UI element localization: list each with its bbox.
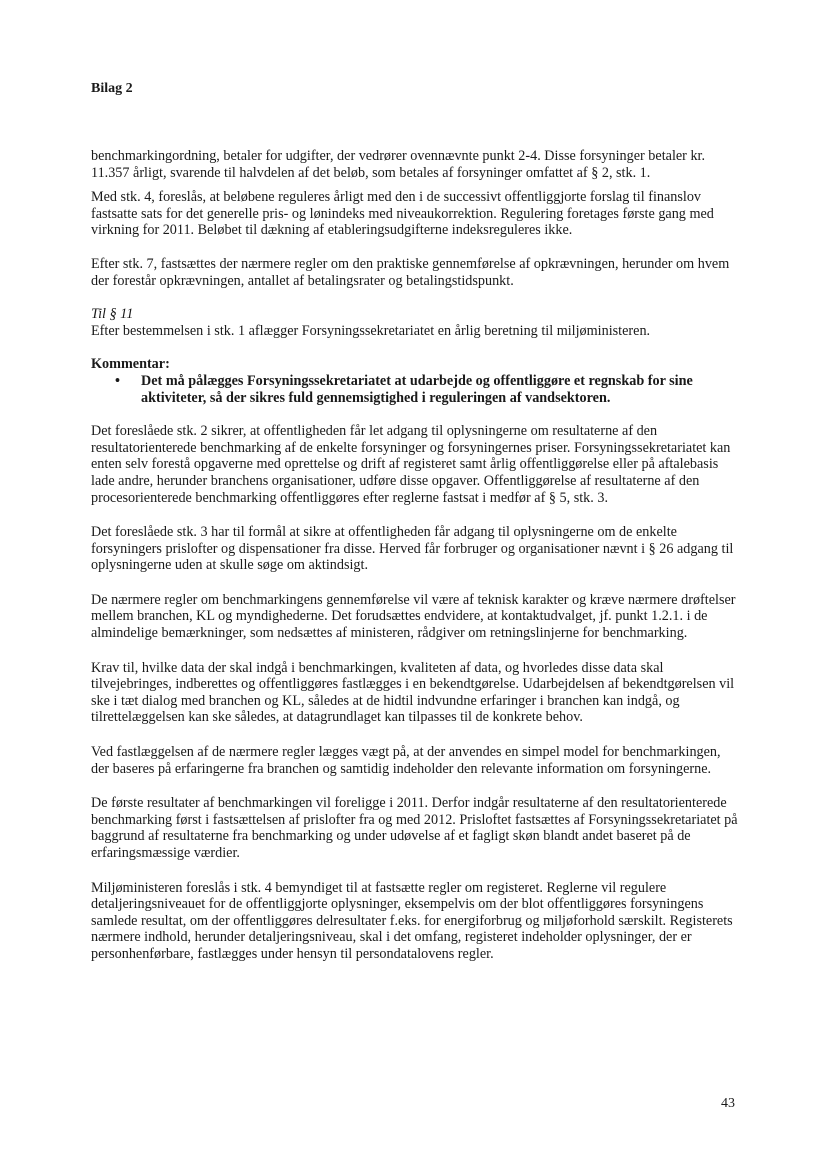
paragraph-3: Efter stk. 7, fastsættes der nærmere regler om den praktiske gennemførelse af opkrævningen, herunder om hvem der forestår opkrævningen, antallet af betalingsrater og betalingstidspunkt.	[91, 255, 730, 289]
paragraph-10: De første resultater af benchmarkingen vil foreligge i 2011. Derfor indgår resultaterne af den resultatorienterede benchmarking først i fastsættelsen af prislofter fra og med 2012. Prisloftet fastsættes af Forsyningssekretariatet på baggrund af resultaterne fra benchmarking og under udøvelse af et fagligt skøn blandt andet baseret på de erfaringsmæssige værdier.	[91, 795, 738, 861]
paragraph-4: Efter bestemmelsen i stk. 1 aflægger Forsyningssekretariatet en årlig beretning til miljøministeren.	[91, 322, 651, 339]
paragraph-1: benchmarkingordning, betaler for udgifter, der vedrører ovennævnte punkt 2-4. Disse forsyninger betaler kr. 11.357 årligt, svarende til halvdelen af det beløb, som betales af forsyninger omfattet af § 2, stk. 1.	[91, 148, 706, 181]
paragraph-8: Krav til, hvilke data der skal indgå i benchmarkingen, kvaliteten af data, og hvorledes disse data skal tilvejebringes, indberettes og offentliggøres fastlægges i en bekendtgørelse. Udarbejdelsen af bekendtgørelsen vil ske i tæt dialog med branchen og KL, således at de hidtil indvundne erfaringer i branchen kan indgå, og tilrettelæggelsen kan ske således, at datagrundlaget kan tilpasses til de konkrete behov.	[91, 659, 735, 726]
paragraph-5: Det foreslåede stk. 2 sikrer, at offentligheden får let adgang til oplysningerne om resultaterne af den resultatorienterede benchmarking af de enkelte forsyninger og forsyningernes priser. Forsyningssekretariatet kan enten selv forestå opgaverne med oprettelse og drift af registeret samt årlig offentliggørelse eller på aftalebasis lade andre, herunder branchens organisationer, udføre disse opgaver. Offentliggørelse af resultaterne af den procesorienterede benchmarking offentliggøres efter reglerne fastsat i medfør af § 5, stk. 3.	[91, 423, 731, 506]
paragraph-7: De nærmere regler om benchmarkingens gennemførelse vil være af teknisk karakter og kræve nærmere drøftelser mellem branchen, KL og myndighederne. Det forudsættes endvidere, at kontaktudvalget, jf. punkt 1.2.1. i de almindelige bemærkninger, som nedsættes af ministeren, rådgiver om retningslinjerne for benchmarking.	[91, 591, 736, 642]
page-header: Bilag 2	[91, 81, 133, 96]
paragraph-6: Det foreslåede stk. 3 har til formål at sikre at offentligheden får adgang til oplysningerne om de enkelte forsyningers prislofter og dispensationer fra disse. Herved får forbruger og organisationer nævnt i § 26 adgang til oplysningerne uden at skulle søge om aktindsigt.	[91, 524, 734, 574]
kommentar-bullet	[91, 373, 741, 406]
kommentar-heading: Kommentar:	[91, 356, 170, 373]
page-number: 43	[721, 1096, 735, 1111]
bullet-text: Det må pålægges Forsyningssekretariatet at udarbejde og offentliggøre et regnskab for sine aktiviteter, så der sikres fuld gennemsigtighed i reguleringen af vandsektoren.	[141, 372, 693, 406]
document-body	[91, 148, 741, 963]
paragraph-9: Ved fastlæggelsen af de nærmere regler lægges vægt på, at der anvendes en simpel model for benchmarkingen, der baseres på erfaringerne fra branchen og samtidig indeholder den relevante information om forsyningerne.	[91, 744, 721, 777]
paragraph-11: Miljøministeren foreslås i stk. 4 bemyndiget til at fastsætte regler om registeret. Reglerne vil regulere detaljeringsniveauet for de offentliggjorte oplysninger, eksempelvis om der blot offentliggøres forsyningens samlede resultat, om der offentliggøres delresultater f.eks. for energiforbrug og miljøforhold særskilt. Registerets nærmere indhold, herunder detaljeringsniveau, skal i det omfang, registeret indeholder oplysninger, der er personhenførbare, fastlægges under hensyn til persondatalovens regler.	[91, 879, 733, 962]
paragraph-2: Med stk. 4, foreslås, at beløbene reguleres årligt med den i de successivt offentliggjorte forslag til finanslov fastsatte sats for det generelle pris- og lønindeks med niveaukorrektion. Regulering foretages første gang med virkning for 2011. Beløbet til dækning af etableringsudgifterne indeksreguleres ikke.	[91, 189, 714, 239]
section-heading-til-11: Til § 11	[91, 306, 134, 323]
bullet-icon: •	[115, 372, 120, 389]
